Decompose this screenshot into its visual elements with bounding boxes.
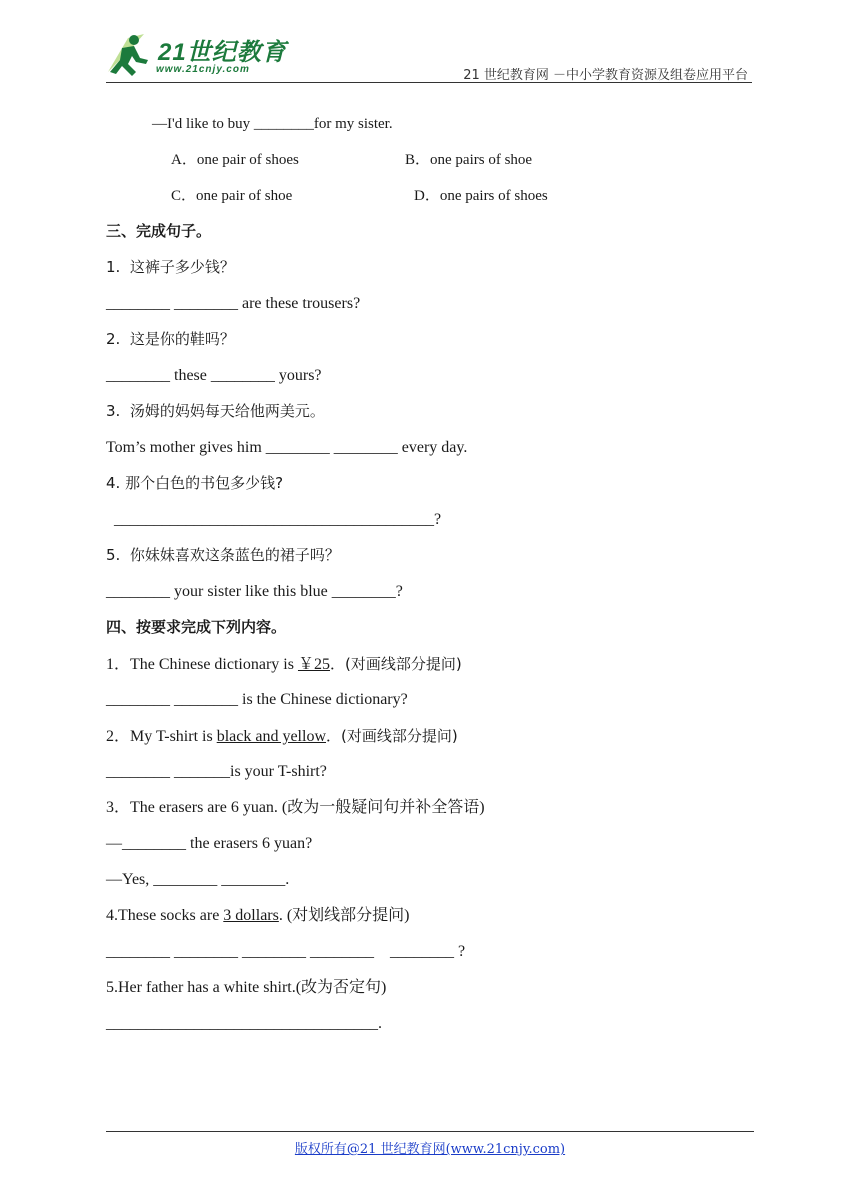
s4-q3-answer1: —________ the erasers 6 yuan? — [106, 835, 313, 852]
s4-q1-underlined: ￥25 — [297, 656, 330, 673]
page-header — [0, 0, 860, 90]
runner-logo-icon — [100, 30, 160, 82]
option-a: A．one pair of shoes — [171, 152, 299, 168]
s3-item2-cn: 2. 这是你的鞋吗？ — [106, 330, 235, 348]
site-logo — [100, 30, 290, 82]
s4-q1-text: 1．The Chinese dictionary is — [106, 656, 298, 673]
s4-q4-underlined: 3 dollars — [223, 907, 279, 924]
s4-q1-answer: ________ ________ is the Chinese dictionary? — [106, 691, 408, 708]
header-divider — [106, 82, 752, 83]
s4-q2-instruction: ．(对画线部分提问) — [326, 727, 458, 745]
option-d: D．one pairs of shoes — [414, 188, 548, 204]
section4-title: 四、按要求完成下列内容。 — [106, 618, 287, 636]
s4-q4-instruction: . (对划线部分提问) — [278, 907, 410, 924]
logo-text: 21世纪教育 — [158, 39, 287, 66]
s4-q3: 3．The erasers are 6 yuan. (改为一般疑问句并补全答语) — [106, 799, 485, 816]
option-b: B．one pairs of shoe — [405, 152, 533, 168]
s3-item2-en: ________ these ________ yours? — [106, 367, 322, 384]
s4-q2-answer: ________ _______is your T-shirt? — [106, 763, 327, 780]
s3-item4-en: ________________________________________? — [106, 511, 442, 528]
s4-q2-text: 2．My T-shirt is — [106, 728, 217, 745]
footer-divider — [106, 1131, 754, 1132]
question-stem: —I'd like to buy ________for my sister. — [152, 116, 393, 132]
s3-item1-en: ________ ________ are these trousers? — [106, 295, 361, 312]
s3-item4-cn: 4. 那个白色的书包多少钱? — [106, 474, 284, 492]
s3-item5-en: ________ your sister like this blue ________? — [106, 583, 403, 600]
s3-item3-cn: 3. 汤姆的妈妈每天给他两美元。 — [106, 402, 325, 420]
footer-copyright-link[interactable]: 版权所有@21 世纪教育网(www.21cnjy.com) — [294, 1142, 566, 1157]
logo-url: www.21cnjy.com — [156, 64, 250, 75]
s3-item3-en: Tom’s mother gives him ________ ________ every day. — [106, 439, 468, 456]
section3-title: 三、完成句子。 — [106, 222, 212, 240]
s4-q2 — [106, 726, 458, 747]
s4-q5: 5.Her father has a white shirt.(改为否定句) — [106, 979, 387, 996]
s4-q4 — [106, 906, 410, 926]
s4-q1 — [106, 654, 462, 675]
s4-q5-answer: __________________________________. — [106, 1015, 382, 1032]
option-c: C．one pair of shoe — [171, 188, 293, 204]
s4-q2-underlined: black and yellow — [216, 728, 326, 745]
s4-q4-text: 4.These socks are — [106, 907, 224, 924]
header-tagline: 21 世纪教育网 －中小学教育资源及组卷应用平台 — [463, 68, 748, 83]
s3-item5-cn: 5. 你妹妹喜欢这条蓝色的裙子吗？ — [106, 546, 340, 564]
s4-q3-answer2: —Yes, ________ ________. — [106, 871, 290, 888]
s4-q1-instruction: ．(对画线部分提问) — [329, 655, 462, 673]
s3-item1-cn: 1. 这裤子多少钱？ — [106, 258, 235, 276]
s4-q4-answer: ________ ________ ________ ________ ________ ? — [106, 943, 466, 960]
